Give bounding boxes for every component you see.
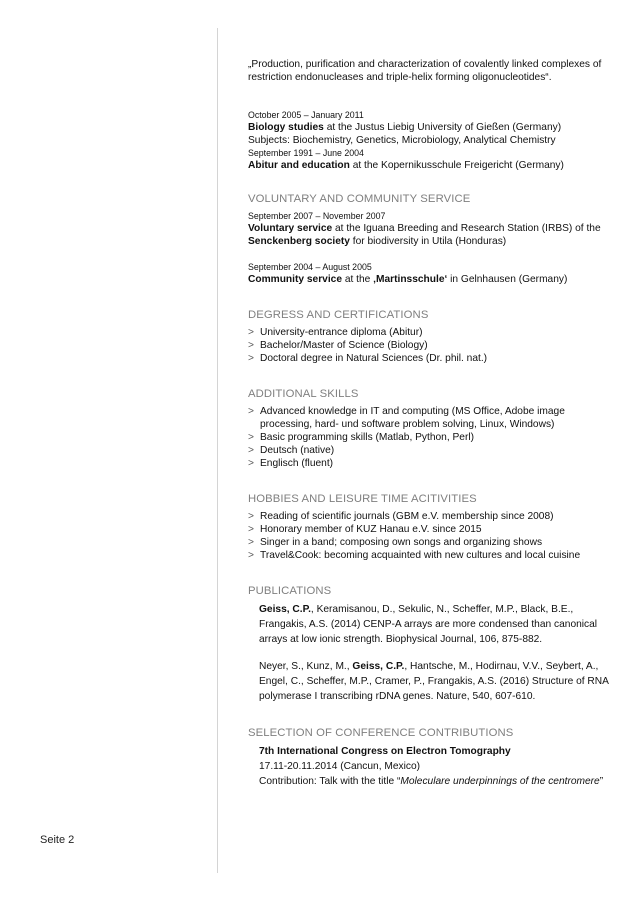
list-item: > Doctoral degree in Natural Sciences (Dr. phil. nat.) <box>248 353 488 364</box>
conference-title: 7th International Congress on Electron Tomography <box>259 746 511 757</box>
voluntary-rest2: for biodiversity in Utila (Honduras) <box>349 236 507 247</box>
skills-list <box>248 405 610 470</box>
publication-2: Neyer, S., Kunz, M., Geiss, C.P., Hantsche, M., Hodirnau, V.V., Seybert, A., Engel, C., Scheffer, M.P., Cramer, P., Frangakis, A.S. (2016) Structure of RNA polymerase I transcribing rDNA genes. Nature, 540, 607-610. <box>259 661 609 702</box>
arrow-bullet-icon: > <box>248 458 254 469</box>
list-item: > University-entrance diploma (Abitur) <box>248 327 423 338</box>
community-school: ‚Martinsschule‘ <box>373 274 448 285</box>
biology-entry <box>248 121 610 134</box>
publications-section <box>248 584 610 704</box>
skills-heading: ADDITIONAL SKILLS <box>248 388 359 400</box>
hobbies-heading: HOBBIES AND LEISURE TIME ACITIVITIES <box>248 493 477 505</box>
community-mid: at the <box>342 274 374 285</box>
list-item: > Reading of scientific journals (GBM e.V. membership since 2008) <box>248 511 554 522</box>
list-item: > Travel&Cook: becoming acquainted with new cultures and local cuisine <box>248 550 581 561</box>
abitur-date: September 1991 – June 2004 <box>248 148 364 158</box>
arrow-bullet-icon: > <box>248 432 254 443</box>
page-number: Seite 2 <box>40 834 75 846</box>
list-item: > Deutsch (native) <box>248 445 335 456</box>
arrow-bullet-icon: > <box>248 537 254 548</box>
degrees-list <box>248 326 610 365</box>
voluntary-heading: VOLUNTARY AND COMMUNITY SERVICE <box>248 193 471 205</box>
arrow-bullet-icon: > <box>248 327 254 338</box>
senckenberg-org: Senckenberg society <box>248 236 350 247</box>
publication-1: Geiss, C.P., Keramisanou, D., Sekulic, N., Scheffer, M.P., Black, B.E., Frangakis, A.S. (2014) CENP-A arrays are more condensed than canonical arrays at low ionic strength. Biophysical Journal, 106, 875-882. <box>259 604 598 645</box>
voluntary-section <box>248 192 610 286</box>
community-title: Community service <box>248 274 342 285</box>
voluntary-title: Voluntary service <box>248 223 333 234</box>
degrees-heading: DEGRESS AND CERTIFICATIONS <box>248 309 429 321</box>
community-entry <box>248 273 610 286</box>
arrow-bullet-icon: > <box>248 406 254 417</box>
biology-date: October 2005 – January 2011 <box>248 110 364 120</box>
list-item: > Honorary member of KUZ Hanau e.V. since 2015 <box>248 524 482 535</box>
conferences-section <box>248 726 610 789</box>
arrow-bullet-icon: > <box>248 445 254 456</box>
main-column <box>248 58 610 789</box>
thesis-title: „Production, purification and characterization of covalently linked complexes of restriction endonucleases and triple-helix forming oligonucleotides“. <box>248 59 602 83</box>
abitur-title: Abitur and education <box>248 160 350 171</box>
list-item: > Basic programming skills (Matlab, Python, Perl) <box>248 432 475 443</box>
publications-heading: PUBLICATIONS <box>248 585 332 597</box>
contribution-title: Moleculare underpinnings of the centromere <box>400 776 600 787</box>
arrow-bullet-icon: > <box>248 340 254 351</box>
community-rest: in Gelnhausen (Germany) <box>447 274 568 285</box>
education-section <box>248 109 610 172</box>
skills-section <box>248 387 610 470</box>
page-divider-line <box>217 28 218 873</box>
arrow-bullet-icon: > <box>248 353 254 364</box>
list-item: > Singer in a band; composing own songs and organizing shows <box>248 537 543 548</box>
hobbies-list <box>248 510 610 562</box>
voluntary-entry <box>248 222 610 248</box>
publication-1-author: Geiss, C.P. <box>259 604 311 615</box>
hobbies-section <box>248 492 610 562</box>
biology-subjects: Subjects: Biochemistry, Genetics, Microbiology, Analytical Chemistry <box>248 135 556 146</box>
conferences-heading: SELECTION OF CONFERENCE CONTRIBUTIONS <box>248 727 514 739</box>
list-item: > Englisch (fluent) <box>248 458 334 469</box>
conference-date: 17.11-20.11.2014 (Cancun, Mexico) <box>259 761 421 772</box>
arrow-bullet-icon: > <box>248 550 254 561</box>
community-date: September 2004 – August 2005 <box>248 262 372 272</box>
biology-title: Biology studies <box>248 122 324 133</box>
list-item: > Advanced knowledge in IT and computing (MS Office, Adobe image processing, hard- und software problem solving, Linux, Windows) <box>248 406 565 430</box>
arrow-bullet-icon: > <box>248 524 254 535</box>
voluntary-date: September 2007 – November 2007 <box>248 211 386 221</box>
biology-rest: at the Justus Liebig University of Gießen (Germany) <box>323 122 562 133</box>
publication-2-author: Geiss, C.P. <box>352 661 405 672</box>
degrees-section <box>248 308 610 365</box>
conference-contribution: Contribution: Talk with the title “Moleculare underpinnings of the centromere” <box>259 776 604 787</box>
arrow-bullet-icon: > <box>248 511 254 522</box>
abitur-rest: at the Kopernikusschule Freigericht (Germany) <box>349 160 564 171</box>
list-item: > Bachelor/Master of Science (Biology) <box>248 340 428 351</box>
abitur-entry <box>248 159 610 172</box>
voluntary-rest: at the Iguana Breeding and Research Station (IRBS) of the <box>332 223 601 234</box>
